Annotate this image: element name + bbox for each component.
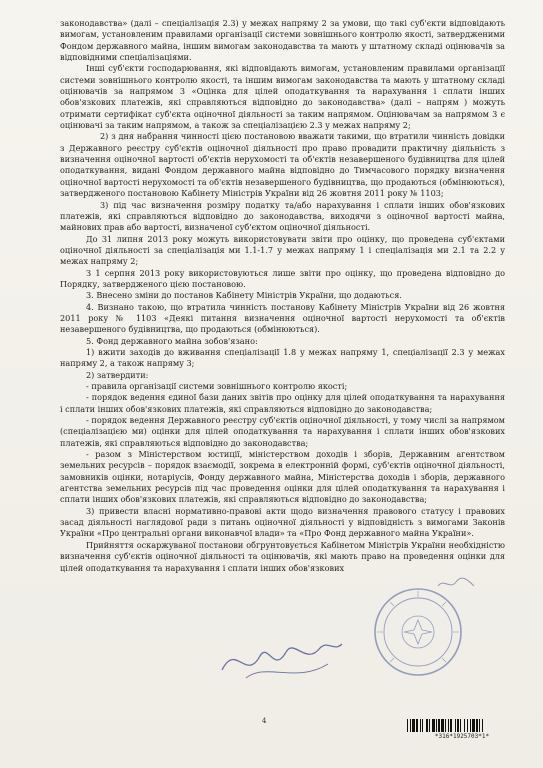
paragraph: 2) з дня набрання чинності цією постановою вважати такими, що втратили чинність довідки з Державного реєстру суб'єктів оціночної діяльності про право провадити практичну діяльність з визначення оціночної вартості об'єктів нерухомості та об'єктів незавершеного будівництва для цілей оподаткування, видані Фондом державного майна відповідно до Тимчасового порядку визначення оціночної вартості нерухомості та об'єктів незавершеного будівництва, що продаються (обмінюються), затвердженого постановою Кабінету Міністрів України від 26 жовтня 2011 року № 1103; <box>60 131 505 199</box>
paragraph: 4. Визнано такою, що втратила чинність постанову Кабінету Міністрів України від 26 жовтня 2011 року № 1103 «Деякі питання визначення оціночної вартості нерухомості та об'єктів незавершеного будівництва, що продаються (обмінюються). <box>60 301 505 335</box>
barcode-number: *316*1925703*1* <box>434 733 490 740</box>
page-number: 4 <box>262 717 267 725</box>
paragraph: - порядок ведення єдиної бази даних звітів про оцінку для цілей оподаткування та нарахування і сплати інших обов'язкових платежів, які справляються відповідно до законодавства; <box>60 392 505 414</box>
paragraph: Прийняття оскаржуваної постанови обгрунтовується Кабінетом Міністрів України необхідністю визначення суб'єктів оціночної діяльності та оцінювачів, які мають право на проведення оцінки для цілей оподаткування та нарахування і сплати інших обов'язкових <box>60 539 505 573</box>
paragraph: - правила організації системи зовнішнього контролю якості; <box>86 381 348 391</box>
paragraph: законодавства» (далі – спеціалізація 2.3) у межах напряму 2 за умови, що такі суб'єкти відповідають вимогам, установленим правилами організації системи зовнішнього контролю якості, затвердженими Фондом державного майна, іншим вимогам законодавства та мають у штатному складі оцінювачів за відповідними спеціалізаціями. <box>60 18 505 63</box>
paragraph: 3. Внесено зміни до постанов Кабінету Міністрів України, що додаються. <box>86 290 402 301</box>
paragraph: - порядок ведення Державного реєстру суб'єктів оціночної діяльності, у тому числі за напрямом (спеціалізацією ми) оцінки для цілей оподаткування та нарахування і сплати інших обов'язкових платежів, які справляються відповідно до законодавства; <box>60 415 505 448</box>
paragraph: 5. Фонд державного майна зобов'язано: <box>86 335 258 346</box>
paragraph: Інші суб'єкти господарювання, які відповідають вимогам, установленим правилами організації системи зовнішнього контролю якості, та іншим вимогам законодавства та мають у штатному складі оцінювачів за напрямом 3 «Оцінка для цілей оподаткування та нарахування і сплати інших обов'язкових платежів, які справляються відповідно до законодавства» (далі – напрям ) можуть отримати сертифікат суб'єкта оціночної діяльності за таким напрямом. Оцінювачам за напрямом 3 є оцінювачі за таким напрямом, а також за спеціалізацією 2.3 у межах напряму 2; <box>60 63 505 131</box>
document-body <box>60 18 505 574</box>
paragraph: До 31 липня 2013 року можуть використовувати звіти про оцінку, що проведена суб'єктами оціночної діяльності за спеціалізація ми 1.1-1.7 у межах напряму 1 і спеціалізація ми 2.1 та 2.2 у межах напряму 2; <box>60 233 505 267</box>
paragraph: 1) вжити заходів до вживання спеціалізації 1.8 у межах напряму 1, спеціалізації 2.3 у межах напряму 2, а також напряму 3; <box>60 346 505 369</box>
official-stamp-icon <box>372 586 464 678</box>
paragraph: 3) привести власні нормативно-правові акти щодо визначення правового статусу і правових засад діяльності наглядової ради з питань оціночної діяльності у відповідність з вимогами Законів України «Про центральні органи виконавчої влади» та «Про Фонд державного майна України». <box>60 505 505 539</box>
signature-icon <box>216 622 346 692</box>
paragraph: 3) під час визначення розміру податку та/або нарахування і сплати інших обов'язкових платежів, які справляються відповідно до законодавства, виходячи з оціночної вартості майна, майнових прав або вартості, визначеної суб'єктом оціночної діяльності. <box>60 199 505 233</box>
barcode-icon <box>407 719 517 732</box>
paragraph: З 1 серпня 2013 року використовуються лише звіти про оцінку, що проведена відповідно до Порядку, затвердженого цією постановою. <box>60 267 505 289</box>
barcode <box>407 719 517 740</box>
paragraph: 2) затвердити: <box>86 369 149 380</box>
paragraph: - разом з Міністерством юстиції, міністерством доходів і зборів, Державним агентством земельних ресурсів – порядок взаємодії, зокрема в електронній формі, суб'єктів оціночної діяльності, замовників оцінки, нотаріусів, Фонду державного майна, Міністерства доходів і зборів, державного агентства земельних ресурсів під час проведення оцінки для цілей оподаткування та нарахування і сплати інших обов'язкових платежів, які справляються відповідно до законодавства; <box>60 449 505 505</box>
